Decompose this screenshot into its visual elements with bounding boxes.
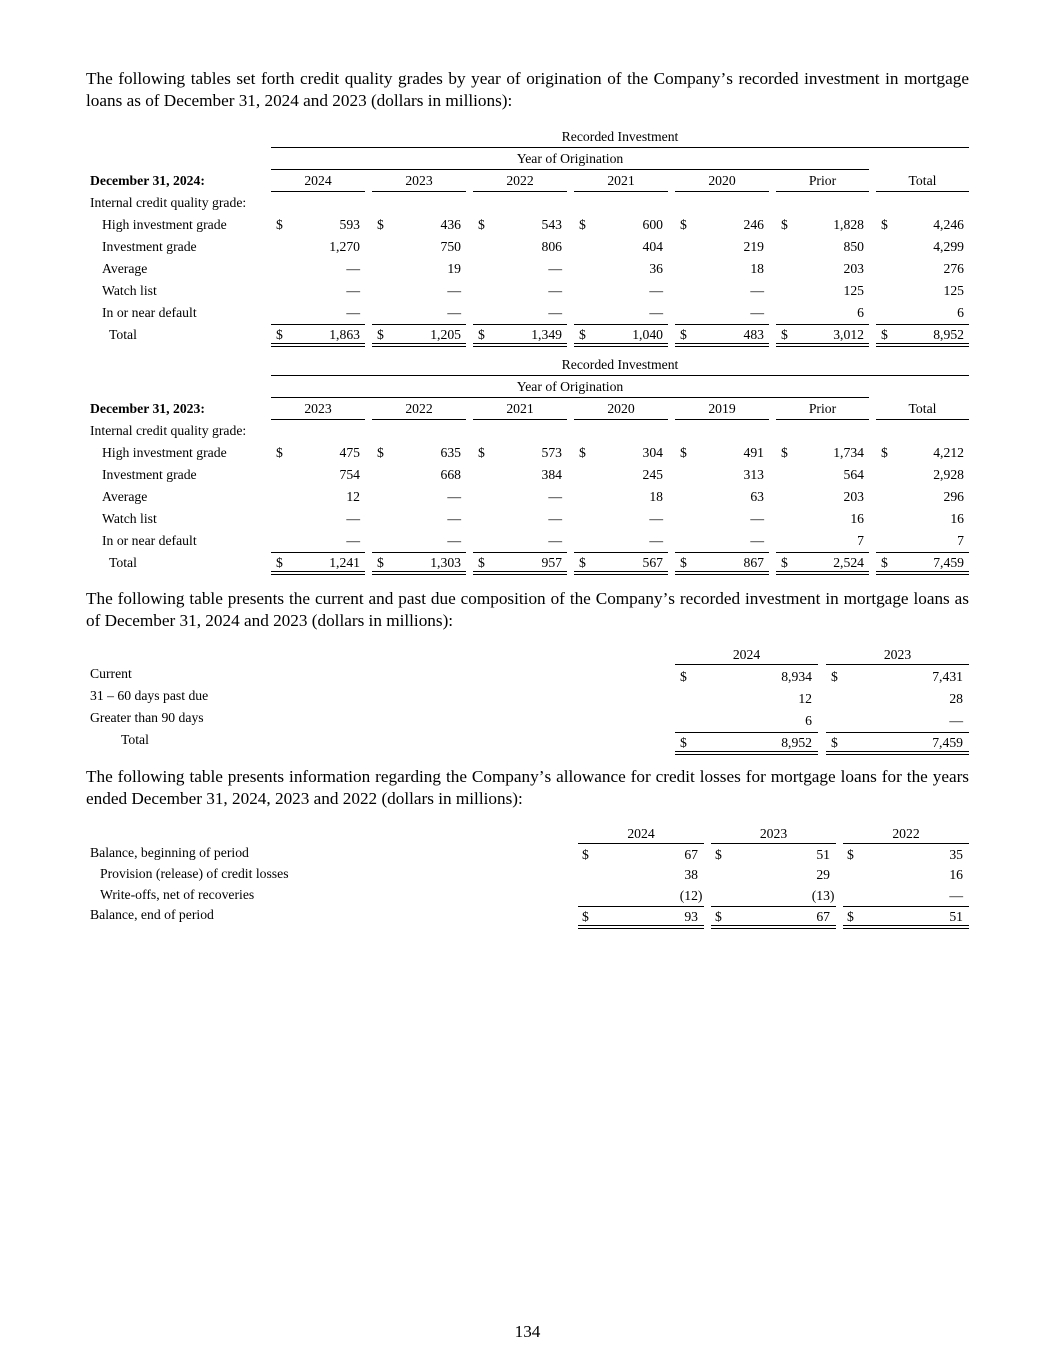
subgroup-header-rule <box>271 169 869 170</box>
total-double-rule <box>843 925 969 929</box>
currency-symbol: $ <box>781 217 788 232</box>
subtotal-rule <box>843 906 969 907</box>
total-row-label: Total <box>109 555 137 570</box>
column-header-rule <box>372 419 466 420</box>
cell-value: 635 <box>440 445 461 460</box>
cell-value: 7 <box>857 533 864 548</box>
subtotal-rule <box>776 324 869 325</box>
column-header: 2023 <box>883 647 912 662</box>
section-label: Internal credit quality grade: <box>90 423 247 438</box>
cell-value: 246 <box>743 217 764 232</box>
currency-symbol: $ <box>377 445 384 460</box>
column-header: 2022 <box>405 401 433 416</box>
cell-value: 16 <box>850 511 864 526</box>
currency-symbol: $ <box>881 327 888 342</box>
total-double-rule <box>776 571 869 575</box>
cell-value: 6 <box>805 713 812 728</box>
page-number: 134 <box>514 1322 541 1341</box>
cell-value: 491 <box>743 445 764 460</box>
cell-value: — <box>750 305 764 320</box>
cell-value: 1,863 <box>329 327 360 342</box>
cell-value: 4,212 <box>933 445 964 460</box>
currency-symbol: $ <box>680 555 687 570</box>
allowance-intro-paragraph: The following table presents information regarding the Company’s allowance for credit losses for mortgage loans for the years ended December 31, 2024, 2023 and 2022 (dollars in millions): <box>86 767 969 808</box>
group-header-rule <box>271 147 969 148</box>
column-header-rule <box>372 191 466 192</box>
column-header-rule <box>876 191 969 192</box>
column-header: 2021 <box>607 173 635 188</box>
subgroup-header-rule <box>271 397 869 398</box>
cell-value: 7 <box>957 533 964 548</box>
column-header: 2023 <box>759 826 788 841</box>
row-label: Investment grade <box>102 239 197 254</box>
column-header: Prior <box>808 401 837 416</box>
subtotal-rule <box>675 732 818 733</box>
column-header: 2024 <box>732 647 761 662</box>
cell-value: 1,270 <box>329 239 360 254</box>
subtotal-rule <box>574 552 668 553</box>
cell-value: 750 <box>440 239 461 254</box>
row-label: In or near default <box>102 533 197 548</box>
cell-value: — <box>949 888 963 903</box>
cell-value: — <box>346 533 360 548</box>
column-header-rule <box>876 419 969 420</box>
cell-value: 4,299 <box>933 239 964 254</box>
cell-value: 12 <box>346 489 360 504</box>
currency-symbol: $ <box>680 217 687 232</box>
currency-symbol: $ <box>478 327 485 342</box>
group-header-rule <box>271 375 969 376</box>
subtotal-rule <box>675 324 769 325</box>
cell-value: 8,952 <box>781 735 812 750</box>
subtotal-rule <box>473 324 567 325</box>
cell-value: 203 <box>843 261 864 276</box>
cell-value: — <box>649 283 663 298</box>
credit-quality-table-2023 <box>86 356 969 577</box>
cell-value: 93 <box>684 909 698 924</box>
row-label: In or near default <box>102 305 197 320</box>
column-header: Prior <box>808 173 837 188</box>
subgroup-header: Year of Origination <box>516 151 624 166</box>
currency-symbol: $ <box>881 555 888 570</box>
cell-value: 35 <box>949 847 963 862</box>
total-double-rule <box>578 925 704 929</box>
cell-value: 8,952 <box>933 327 964 342</box>
column-header-rule <box>271 419 365 420</box>
cell-value: (13) <box>811 888 835 903</box>
column-header-rule <box>574 419 668 420</box>
total-double-rule <box>473 343 567 347</box>
cell-value: 593 <box>339 217 360 232</box>
subtotal-rule <box>271 552 365 553</box>
total-double-rule <box>711 925 836 929</box>
cell-value: 125 <box>943 283 964 298</box>
cell-value: 475 <box>339 445 360 460</box>
cell-value: 16 <box>950 511 964 526</box>
column-header: 2019 <box>708 401 736 416</box>
row-label: Balance, beginning of period <box>90 845 249 860</box>
cell-value: 219 <box>743 239 764 254</box>
cell-value: 28 <box>949 691 963 706</box>
total-double-rule <box>776 343 869 347</box>
row-label: Greater than 90 days <box>90 710 204 725</box>
column-header-rule <box>843 843 969 844</box>
column-header-rule <box>473 419 567 420</box>
row-label: Average <box>102 489 148 504</box>
column-header: 2024 <box>304 173 332 188</box>
cell-value: 754 <box>339 467 360 482</box>
currency-symbol: $ <box>781 445 788 460</box>
subtotal-rule <box>473 552 567 553</box>
currency-symbol: $ <box>579 445 586 460</box>
column-header-rule <box>473 191 567 192</box>
cell-value: 313 <box>743 467 764 482</box>
cell-value: 6 <box>957 305 964 320</box>
cell-value: — <box>548 305 562 320</box>
cell-value: — <box>750 511 764 526</box>
currency-symbol: $ <box>579 217 586 232</box>
total-double-rule <box>574 343 668 347</box>
cell-value: 4,246 <box>933 217 964 232</box>
row-label: Write-offs, net of recoveries <box>100 887 255 902</box>
cell-value: 543 <box>541 217 562 232</box>
currency-symbol: $ <box>276 217 283 232</box>
total-double-rule <box>473 571 567 575</box>
cell-value: 51 <box>816 847 830 862</box>
cell-value: 7,459 <box>932 735 963 750</box>
cell-value: 1,303 <box>430 555 461 570</box>
total-double-rule <box>675 343 769 347</box>
subtotal-rule <box>675 552 769 553</box>
cell-value: 1,349 <box>531 327 562 342</box>
column-header-rule <box>675 419 769 420</box>
column-header-rule <box>271 191 365 192</box>
cell-value: — <box>548 489 562 504</box>
row-label: High investment grade <box>102 217 227 232</box>
column-header: 2020 <box>607 401 635 416</box>
column-header-rule <box>826 664 969 665</box>
cell-value: 16 <box>949 867 963 882</box>
cell-value: — <box>548 533 562 548</box>
cell-value: 67 <box>816 909 830 924</box>
credit-quality-intro-paragraph: The following tables set forth credit quality grades by year of origination of the Company’s recorded investment in mortgage loans as of December 31, 2024 and 2023 (dollars in millions): <box>86 69 969 110</box>
cell-value: 850 <box>843 239 864 254</box>
currency-symbol: $ <box>781 327 788 342</box>
currency-symbol: $ <box>582 909 589 924</box>
cell-value: — <box>649 533 663 548</box>
total-double-rule <box>675 571 769 575</box>
cell-value: 668 <box>440 467 461 482</box>
credit-quality-table-2024 <box>86 128 969 349</box>
cell-value: — <box>750 533 764 548</box>
cell-value: 63 <box>750 489 764 504</box>
currency-symbol: $ <box>680 735 687 750</box>
currency-symbol: $ <box>831 669 838 684</box>
currency-symbol: $ <box>478 445 485 460</box>
cell-value: 245 <box>642 467 663 482</box>
cell-value: 564 <box>843 467 864 482</box>
cell-value: — <box>346 261 360 276</box>
currency-symbol: $ <box>881 445 888 460</box>
currency-symbol: $ <box>579 327 586 342</box>
currency-symbol: $ <box>377 327 384 342</box>
row-label: Watch list <box>102 511 157 526</box>
subtotal-rule <box>876 324 969 325</box>
cell-value: — <box>548 511 562 526</box>
total-row-label: Total <box>121 732 149 747</box>
subtotal-rule <box>372 324 466 325</box>
column-header-rule <box>675 191 769 192</box>
subgroup-header: Year of Origination <box>516 379 624 394</box>
currency-symbol: $ <box>377 217 384 232</box>
cell-value: 567 <box>642 555 663 570</box>
row-label: High investment grade <box>102 445 227 460</box>
total-row-label: Total <box>109 327 137 342</box>
cell-value: 867 <box>743 555 764 570</box>
column-header: Total <box>908 173 937 188</box>
currency-symbol: $ <box>377 555 384 570</box>
column-header-rule <box>776 191 869 192</box>
subtotal-rule <box>711 906 836 907</box>
currency-symbol: $ <box>715 847 722 862</box>
cell-value: 384 <box>541 467 562 482</box>
past-due-intro-paragraph: The following table presents the current and past due composition of the Company’s recorded investment in mortgage loans as of December 31, 2024 and 2023 (dollars in millions): <box>86 589 969 630</box>
cell-value: — <box>750 283 764 298</box>
currency-symbol: $ <box>680 327 687 342</box>
row-label: 31 – 60 days past due <box>90 688 209 703</box>
cell-value: 67 <box>684 847 698 862</box>
total-double-rule <box>574 571 668 575</box>
total-double-rule <box>271 571 365 575</box>
row-label: Watch list <box>102 283 157 298</box>
column-header: 2020 <box>708 173 736 188</box>
total-double-rule <box>876 571 969 575</box>
cell-value: — <box>649 511 663 526</box>
cell-value: 203 <box>843 489 864 504</box>
cell-value: — <box>548 261 562 276</box>
cell-value: 404 <box>642 239 663 254</box>
currency-symbol: $ <box>680 669 687 684</box>
cell-value: 12 <box>798 691 812 706</box>
currency-symbol: $ <box>847 909 854 924</box>
row-label: Investment grade <box>102 467 197 482</box>
cell-value: 1,734 <box>833 445 864 460</box>
cell-value: — <box>346 511 360 526</box>
cell-value: 29 <box>816 867 830 882</box>
currency-symbol: $ <box>715 909 722 924</box>
column-header-rule <box>574 191 668 192</box>
past-due-composition-table <box>86 646 969 758</box>
period-label: December 31, 2023: <box>90 401 205 416</box>
cell-value: 7,459 <box>933 555 964 570</box>
section-label: Internal credit quality grade: <box>90 195 247 210</box>
cell-value: 806 <box>541 239 562 254</box>
cell-value: 483 <box>743 327 764 342</box>
cell-value: 8,934 <box>781 669 812 684</box>
column-header-rule <box>711 843 836 844</box>
cell-value: 304 <box>642 445 663 460</box>
cell-value: — <box>649 305 663 320</box>
column-header: 2021 <box>506 401 534 416</box>
total-double-rule <box>876 343 969 347</box>
subtotal-rule <box>574 324 668 325</box>
column-header: 2023 <box>304 401 332 416</box>
total-double-rule <box>675 751 818 755</box>
currency-symbol: $ <box>847 847 854 862</box>
subtotal-rule <box>578 906 704 907</box>
row-label: Current <box>90 666 132 681</box>
cell-value: 1,040 <box>632 327 663 342</box>
currency-symbol: $ <box>881 217 888 232</box>
period-label: December 31, 2024: <box>90 173 205 188</box>
subtotal-rule <box>372 552 466 553</box>
group-header: Recorded Investment <box>561 129 679 144</box>
currency-symbol: $ <box>831 735 838 750</box>
cell-value: — <box>447 283 461 298</box>
subtotal-rule <box>271 324 365 325</box>
cell-value: 38 <box>684 867 698 882</box>
cell-value: 2,928 <box>933 467 964 482</box>
cell-value: 18 <box>750 261 764 276</box>
group-header: Recorded Investment <box>561 357 679 372</box>
cell-value: 3,012 <box>833 327 864 342</box>
cell-value: 51 <box>949 909 963 924</box>
currency-symbol: $ <box>276 555 283 570</box>
subtotal-rule <box>876 552 969 553</box>
total-row-label: Balance, end of period <box>90 907 214 922</box>
total-double-rule <box>372 343 466 347</box>
total-double-rule <box>826 751 969 755</box>
column-header: 2024 <box>627 826 655 841</box>
currency-symbol: $ <box>478 555 485 570</box>
allowance-for-credit-losses-table <box>86 825 969 932</box>
cell-value: 296 <box>943 489 964 504</box>
cell-value: 36 <box>649 261 663 276</box>
total-double-rule <box>271 343 365 347</box>
cell-value: 1,205 <box>430 327 461 342</box>
currency-symbol: $ <box>276 327 283 342</box>
cell-value: 1,241 <box>329 555 360 570</box>
currency-symbol: $ <box>579 555 586 570</box>
cell-value: 7,431 <box>932 669 963 684</box>
cell-value: — <box>447 489 461 504</box>
total-double-rule <box>372 571 466 575</box>
cell-value: — <box>346 305 360 320</box>
cell-value: — <box>447 511 461 526</box>
column-header-rule <box>675 664 818 665</box>
currency-symbol: $ <box>781 555 788 570</box>
row-label: Provision (release) of credit losses <box>100 866 289 881</box>
cell-value: 1,828 <box>833 217 864 232</box>
cell-value: (12) <box>679 888 703 903</box>
cell-value: 957 <box>541 555 562 570</box>
column-header: 2022 <box>892 826 920 841</box>
column-header: 2022 <box>506 173 534 188</box>
column-header: Total <box>908 401 937 416</box>
cell-value: 18 <box>649 489 663 504</box>
cell-value: 19 <box>447 261 461 276</box>
cell-value: 600 <box>642 217 663 232</box>
cell-value: 436 <box>440 217 461 232</box>
cell-value: — <box>949 713 963 728</box>
currency-symbol: $ <box>582 847 589 862</box>
column-header-rule <box>578 843 704 844</box>
cell-value: — <box>447 305 461 320</box>
cell-value: 6 <box>857 305 864 320</box>
cell-value: — <box>447 533 461 548</box>
currency-symbol: $ <box>478 217 485 232</box>
cell-value: 125 <box>843 283 864 298</box>
row-label: Average <box>102 261 148 276</box>
currency-symbol: $ <box>680 445 687 460</box>
cell-value: 573 <box>541 445 562 460</box>
subtotal-rule <box>776 552 869 553</box>
cell-value: 276 <box>943 261 964 276</box>
cell-value: — <box>548 283 562 298</box>
cell-value: — <box>346 283 360 298</box>
subtotal-rule <box>826 732 969 733</box>
cell-value: 2,524 <box>833 555 864 570</box>
column-header-rule <box>776 419 869 420</box>
column-header: 2023 <box>405 173 433 188</box>
currency-symbol: $ <box>276 445 283 460</box>
